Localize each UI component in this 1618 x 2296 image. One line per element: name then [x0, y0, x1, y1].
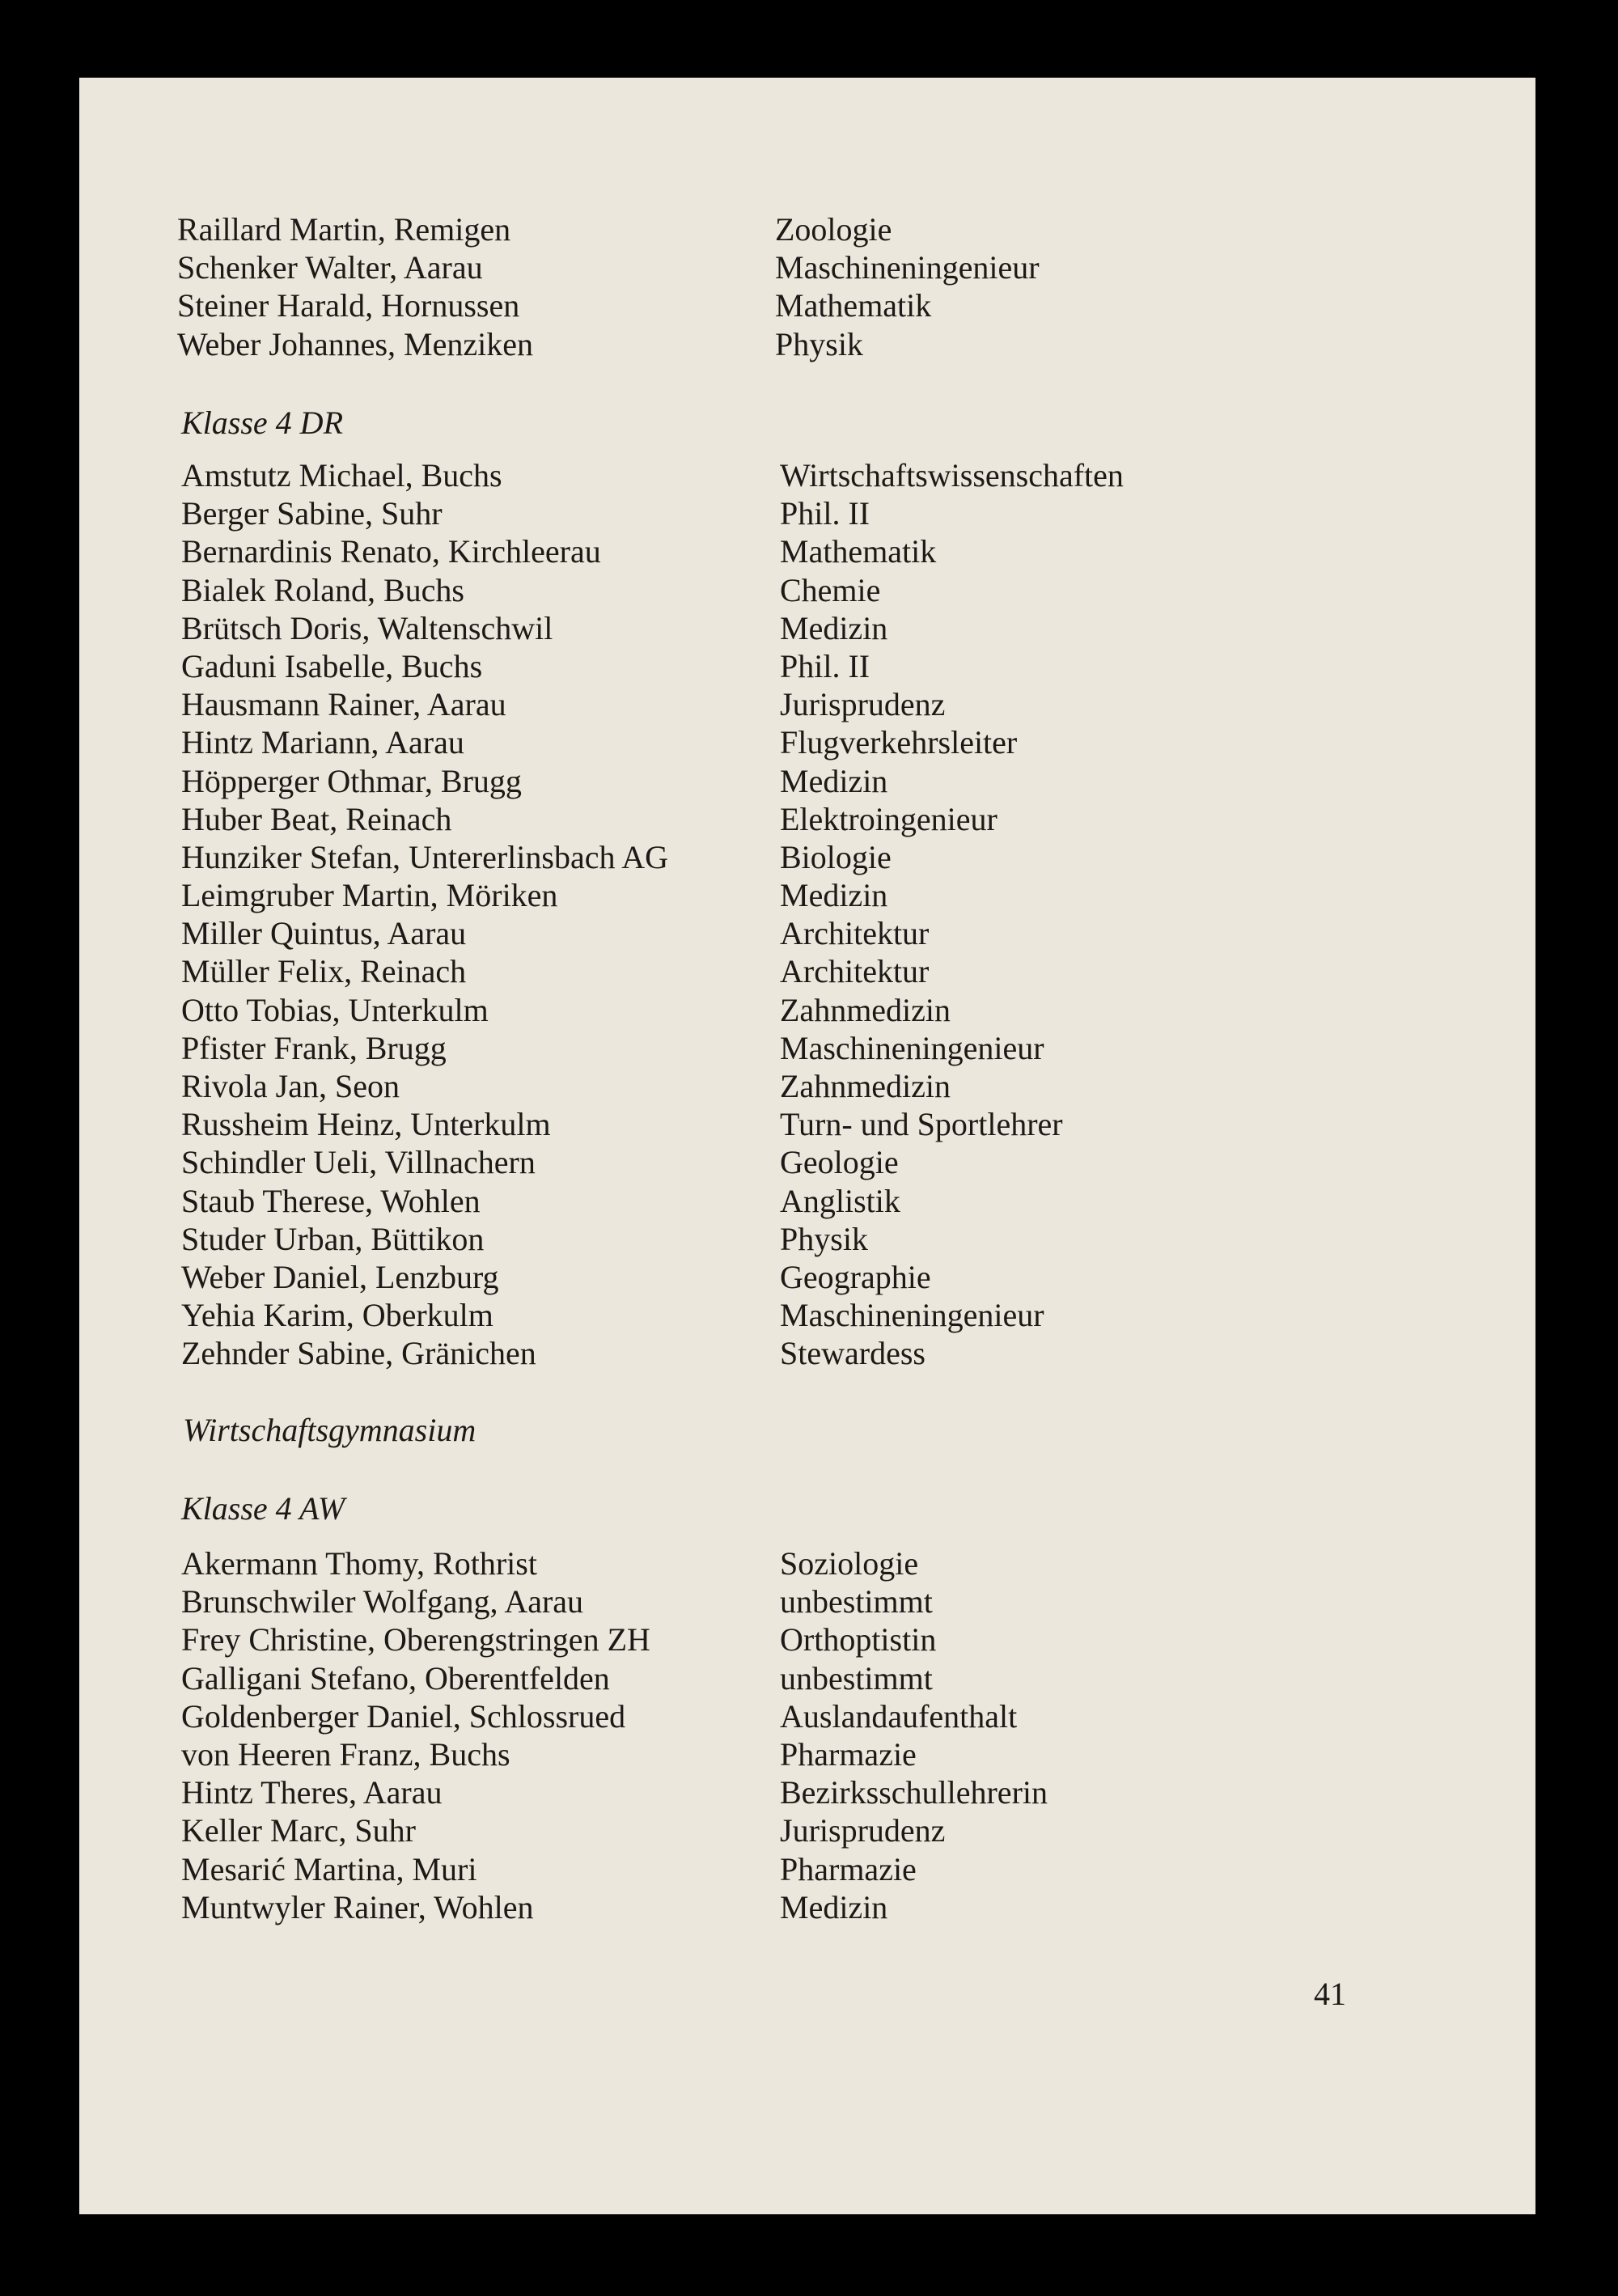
- student-name: Hausmann Rainer, Aarau: [181, 686, 506, 723]
- student-name: Galligani Stefano, Oberentfelden: [181, 1659, 610, 1697]
- student-name: Hunziker Stefan, Untererlinsbach AG: [181, 838, 669, 875]
- study-subject: Mathematik: [780, 533, 937, 570]
- student-name: Rivola Jan, Seon: [181, 1068, 400, 1104]
- list-item: [79, 325, 1535, 363]
- student-name: Hintz Theres, Aarau: [181, 1774, 443, 1811]
- list-item: [79, 991, 1535, 1029]
- list-item: [79, 1659, 1535, 1697]
- study-subject: Phil. II: [780, 495, 870, 532]
- list-item: [79, 876, 1535, 914]
- student-name: Goldenberger Daniel, Schlossrued: [181, 1697, 626, 1735]
- student-name: Staub Therese, Wohlen: [181, 1182, 481, 1219]
- list-item: [79, 1182, 1535, 1220]
- study-subject: Medizin: [780, 1888, 888, 1925]
- study-subject: Maschineningenieur: [780, 1029, 1044, 1066]
- list-item: [79, 1773, 1535, 1811]
- study-subject: Zahnmedizin: [780, 991, 951, 1028]
- list-item: [79, 838, 1535, 876]
- study-subject: Jurisprudenz: [780, 1812, 946, 1849]
- student-name: Berger Sabine, Suhr: [181, 495, 443, 532]
- section-heading-wirtschaftsgymnasium: Wirtschaftsgymnasium: [183, 1412, 477, 1448]
- list-item: [79, 1811, 1535, 1849]
- list-item: [79, 532, 1535, 570]
- student-name: von Heeren Franz, Buchs: [181, 1735, 510, 1773]
- study-subject: Pharmazie: [780, 1850, 917, 1887]
- student-name: Schindler Ueli, Villnachern: [181, 1144, 536, 1181]
- study-subject: Jurisprudenz: [780, 686, 946, 723]
- study-subject: Turn- und Sportlehrer: [780, 1106, 1063, 1143]
- student-name: Akermann Thomy, Rothrist: [181, 1545, 537, 1582]
- list-item: [79, 1850, 1535, 1888]
- study-subject: Medizin: [780, 877, 888, 914]
- list-item: [79, 609, 1535, 647]
- student-name: Keller Marc, Suhr: [181, 1812, 416, 1849]
- study-subject: Zoologie: [775, 211, 892, 248]
- study-subject: Soziologie: [780, 1545, 919, 1582]
- student-name: Raillard Martin, Remigen: [177, 211, 511, 248]
- student-name: Gaduni Isabelle, Buchs: [181, 647, 483, 684]
- study-subject: Phil. II: [780, 647, 870, 684]
- class-4aw-list: [79, 1544, 1535, 1926]
- student-name: Miller Quintus, Aarau: [181, 915, 467, 952]
- student-name: Leimgruber Martin, Möriken: [181, 877, 558, 914]
- student-name: Steiner Harald, Hornussen: [177, 287, 520, 324]
- study-subject: Anglistik: [780, 1182, 900, 1219]
- study-subject: Bezirksschullehrerin: [780, 1774, 1048, 1811]
- student-name: Otto Tobias, Unterkulm: [181, 991, 489, 1028]
- student-name: Weber Johannes, Menziken: [177, 325, 533, 362]
- student-name: Mesarić Martina, Muri: [181, 1850, 477, 1887]
- student-name: Schenker Walter, Aarau: [177, 249, 483, 286]
- study-subject: Orthoptistin: [780, 1621, 937, 1658]
- study-subject: Wirtschaftswissenschaften: [780, 457, 1124, 494]
- student-name: Frey Christine, Oberengstringen ZH: [181, 1621, 650, 1658]
- list-item: [79, 1105, 1535, 1143]
- study-subject: Flugverkehrsleiter: [780, 724, 1018, 761]
- list-item: [79, 723, 1535, 761]
- student-name: Höpperger Othmar, Brugg: [181, 762, 522, 799]
- study-subject: Chemie: [780, 571, 881, 608]
- student-name: Huber Beat, Reinach: [181, 800, 452, 837]
- study-subject: Pharmazie: [780, 1735, 917, 1773]
- student-name: Zehnder Sabine, Gränichen: [181, 1335, 536, 1372]
- study-subject: Geologie: [780, 1144, 899, 1181]
- student-name: Studer Urban, Büttikon: [181, 1220, 485, 1257]
- student-name: Yehia Karim, Oberkulm: [181, 1297, 493, 1334]
- list-item: [79, 1296, 1535, 1334]
- list-item: [79, 1697, 1535, 1735]
- list-item: [79, 210, 1535, 248]
- study-subject: Maschineningenieur: [780, 1297, 1044, 1334]
- student-name: Bialek Roland, Buchs: [181, 571, 464, 608]
- student-name: Brütsch Doris, Waltenschwil: [181, 609, 553, 646]
- list-item: [79, 1334, 1535, 1372]
- list-item: [79, 1620, 1535, 1658]
- list-item: [79, 800, 1535, 838]
- student-name: Amstutz Michael, Buchs: [181, 457, 502, 494]
- study-subject: Elektroingenieur: [780, 800, 997, 837]
- student-name: Hintz Mariann, Aarau: [181, 724, 464, 761]
- list-item: [79, 571, 1535, 609]
- list-item: [79, 286, 1535, 324]
- page-number: 41: [1314, 1976, 1346, 2012]
- student-name: Muntwyler Rainer, Wohlen: [181, 1888, 534, 1925]
- list-item: [79, 1258, 1535, 1296]
- list-item: [79, 456, 1535, 494]
- continuation-list: [79, 210, 1535, 363]
- list-item: [79, 1029, 1535, 1067]
- list-item: [79, 685, 1535, 723]
- study-subject: Biologie: [780, 838, 892, 875]
- study-subject: unbestimmt: [780, 1583, 933, 1620]
- study-subject: Mathematik: [775, 287, 932, 324]
- list-item: [79, 1067, 1535, 1105]
- list-item: [79, 1220, 1535, 1258]
- student-name: Russheim Heinz, Unterkulm: [181, 1106, 551, 1143]
- student-name: Pfister Frank, Brugg: [181, 1029, 447, 1066]
- list-item: [79, 762, 1535, 800]
- study-subject: Stewardess: [780, 1335, 925, 1372]
- list-item: [79, 1143, 1535, 1181]
- class-heading-4aw: Klasse 4 AW: [181, 1490, 345, 1527]
- student-name: Weber Daniel, Lenzburg: [181, 1258, 499, 1295]
- study-subject: Architektur: [780, 953, 930, 990]
- class-heading-4dr: Klasse 4 DR: [181, 405, 343, 441]
- list-item: [79, 1544, 1535, 1582]
- list-item: [79, 952, 1535, 990]
- student-name: Brunschwiler Wolfgang, Aarau: [181, 1583, 584, 1620]
- study-subject: Medizin: [780, 609, 888, 646]
- list-item: [79, 1582, 1535, 1620]
- study-subject: Architektur: [780, 915, 930, 952]
- class-4dr-list: [79, 456, 1535, 1373]
- list-item: [79, 914, 1535, 952]
- student-name: Müller Felix, Reinach: [181, 953, 467, 990]
- study-subject: Medizin: [780, 762, 888, 799]
- student-name: Bernardinis Renato, Kirchleerau: [181, 533, 601, 570]
- study-subject: Physik: [780, 1220, 868, 1257]
- document-page: [79, 78, 1535, 2214]
- list-item: [79, 248, 1535, 286]
- study-subject: unbestimmt: [780, 1659, 933, 1697]
- list-item: [79, 494, 1535, 532]
- list-item: [79, 647, 1535, 685]
- study-subject: Auslandaufenthalt: [780, 1697, 1018, 1735]
- list-item: [79, 1735, 1535, 1773]
- study-subject: Physik: [775, 325, 863, 362]
- study-subject: Geographie: [780, 1258, 931, 1295]
- study-subject: Zahnmedizin: [780, 1068, 951, 1104]
- list-item: [79, 1888, 1535, 1926]
- study-subject: Maschineningenieur: [775, 249, 1040, 286]
